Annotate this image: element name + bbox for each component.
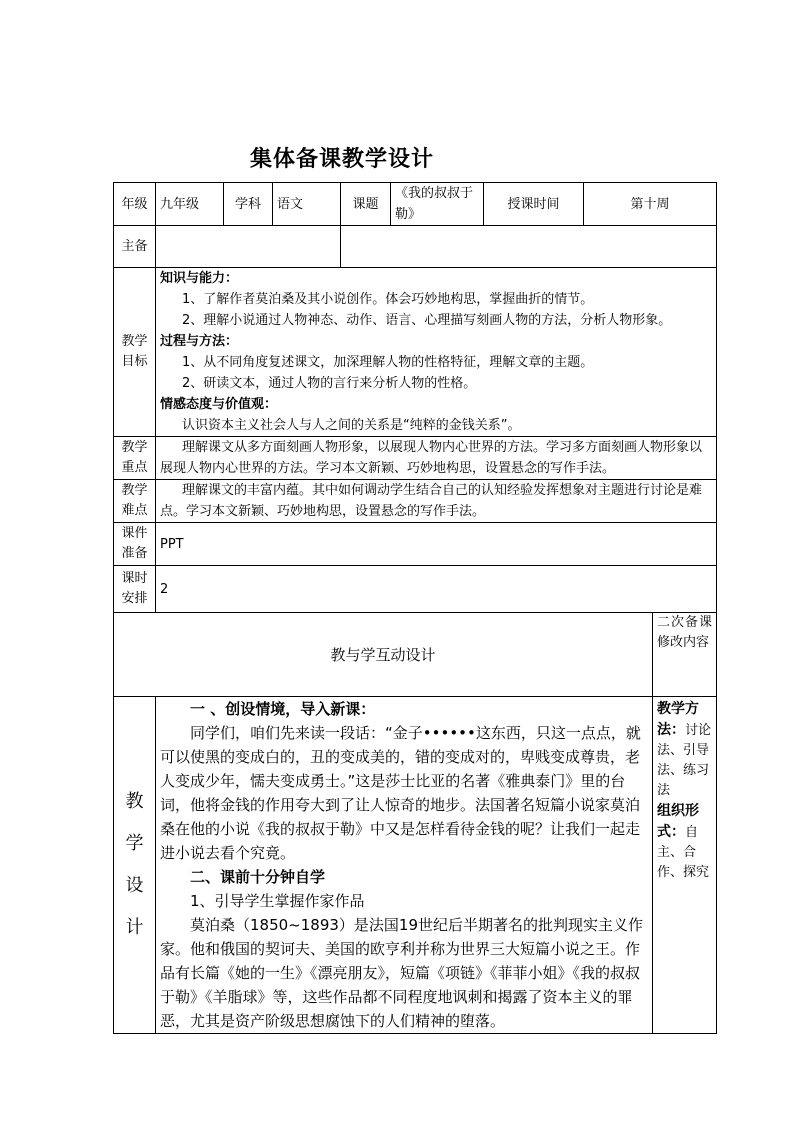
knowledge-title: 知识与能力： — [160, 271, 239, 286]
materials-label: 课件准备 — [114, 523, 156, 566]
key-points-text: 理解课文从多方面刻画人物形象，以展现人物内心世界的方法。学习多方面刻画人物形象以展现人物内心世界的方法。学习本文新颖、巧妙地构思，设置悬念的写作手法。 — [156, 437, 717, 480]
design-content — [156, 697, 653, 1034]
process-title: 过程与方法： — [160, 334, 239, 349]
organization-text: 自主、合作、探究 — [657, 825, 710, 880]
hours-label: 课时安排 — [114, 566, 156, 613]
section-1-title: 一 、创设情境，导入新课： — [190, 700, 376, 718]
section-2-text: 莫泊桑（1850~1893）是法国19世纪后半期著名的批判现实主义作家。他和俄国的契诃夫、美国的欧亨利并称为世界三大短篇小说之王。作品有长篇《她的一生》《漂亮朋友》，短篇《项链》《菲菲小姐》《我的叔叔于勒》《羊脂球》等，这些作品都不同程度地讽刺和揭露了资本主义的罪恶，尤其是资产阶级思想腐蚀下的人们精神的堕落。 — [160, 916, 644, 1030]
organization-label: 组织形式： — [657, 803, 700, 840]
section-1-text: 同学们，咱们先来读一段话：“金子••••••这东西，只这一点点，就可以使黑的变成白的，丑的变成美的，错的变成对的，卑贱变成尊贵，老人变成少年，懦夫变成勇士。”这是莎士比亚的名著《雅典泰门》里的台词，他将金钱的作用夸大到了让人惊奇的地步。法国著名短篇小说家莫泊桑在他的小说《我的叔叔于勒》中又是怎样看待金钱的呢？让我们一起走进小说去看个究竟。 — [160, 724, 641, 862]
design-label-char-3: 设 — [125, 875, 144, 896]
process-item-1: 1、从不同角度复述课文，加深理解人物的性格特征，理解文章的主题。 — [182, 355, 594, 370]
subject-value: 语文 — [273, 183, 341, 226]
objectives-label: 教学目标 — [114, 268, 156, 437]
method-cell — [653, 697, 717, 1034]
section-2-subtitle: 1、引导学生掌握作家作品 — [190, 892, 365, 910]
document-title: 集体备课教学设计 — [250, 146, 435, 172]
design-label-char-1: 教 — [125, 791, 144, 812]
time-value: 第十周 — [584, 183, 717, 226]
process-item-2: 2、研读文本，通过人物的言行来分析人物的性格。 — [182, 376, 477, 391]
difficulties-text: 理解课文的丰富内蕴。其中如何调动学生结合自己的认知经验发挥想象对主题进行讨论是难点。学习本文新颖、巧妙地构思，设置悬念的写作手法。 — [156, 480, 717, 523]
hours-value: 2 — [156, 566, 717, 613]
design-label-char-4: 计 — [125, 917, 144, 938]
lead-value-1 — [156, 226, 341, 268]
lead-label: 主备 — [114, 226, 156, 268]
emotion-title: 情感态度与价值观： — [160, 397, 278, 412]
knowledge-item-2: 2、理解小说通过人物神态、动作、语言、心理描写刻画人物的方法，分析人物形象。 — [182, 313, 672, 328]
method-label: 教学方法： — [657, 701, 700, 738]
emotion-item-1: 认识资本主义社会人与人之间的关系是“纯粹的金钱关系”。 — [182, 418, 521, 433]
design-label — [114, 697, 156, 1034]
interactive-design-title: 教与学互动设计 — [114, 613, 653, 697]
topic-label: 课题 — [341, 183, 391, 226]
time-label: 授课时间 — [484, 183, 584, 226]
lesson-plan-table — [113, 182, 717, 1034]
lead-value-2 — [341, 226, 717, 268]
section-2-title: 二、课前十分钟自学 — [190, 868, 326, 886]
objectives-content — [156, 268, 717, 437]
method-text: 讨论法、引导法、练习法 — [657, 723, 712, 798]
difficulties-label: 教学难点 — [114, 480, 156, 523]
revision-note: 二次备课修改内容 — [653, 613, 717, 697]
knowledge-item-1: 1、了解作者莫泊桑及其小说创作。体会巧妙地构思，掌握曲折的情节。 — [182, 292, 594, 307]
grade-value: 九年级 — [156, 183, 224, 226]
topic-value: 《我的叔叔于勒》 — [391, 183, 484, 226]
design-label-char-2: 学 — [125, 833, 144, 854]
grade-label: 年级 — [114, 183, 156, 226]
key-points-label: 教学重点 — [114, 437, 156, 480]
materials-value: PPT — [156, 523, 717, 566]
subject-label: 学科 — [224, 183, 273, 226]
